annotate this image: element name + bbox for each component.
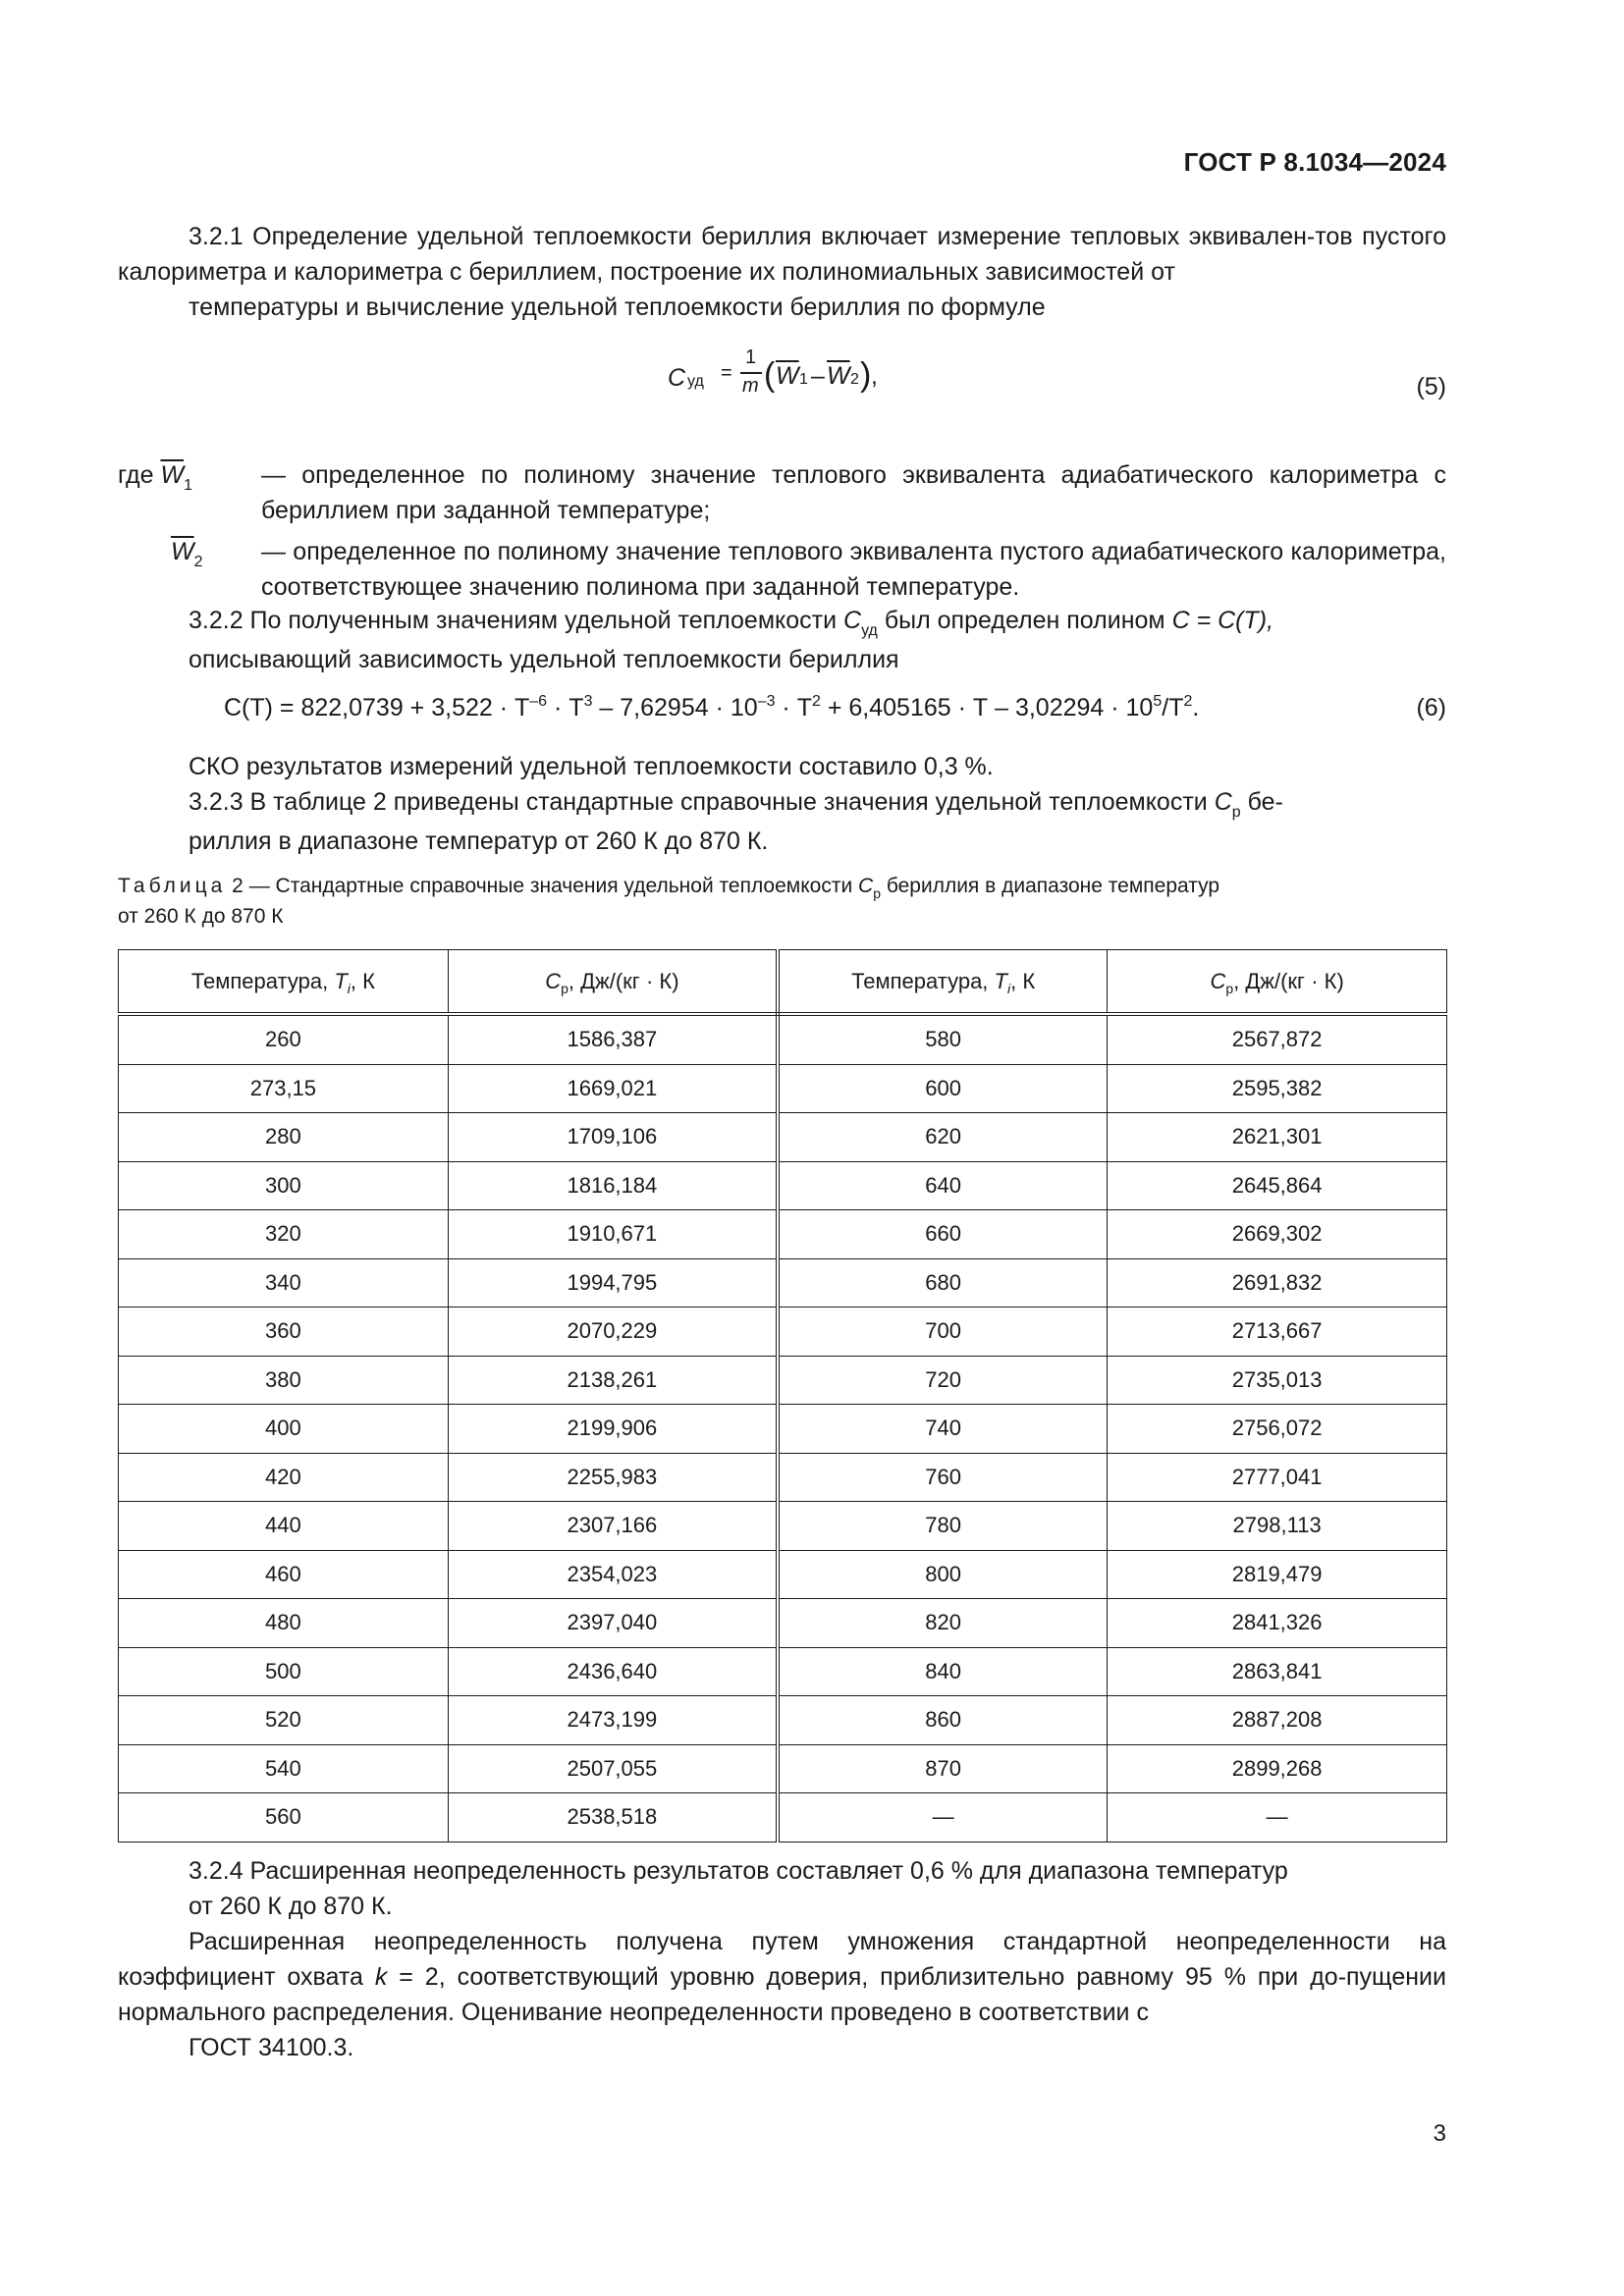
formula-5-comma: , (871, 362, 878, 390)
table-cell: 720 (778, 1356, 1108, 1405)
table-cell: 620 (778, 1113, 1108, 1162)
table-row (119, 1356, 1447, 1405)
table-row (119, 1696, 1447, 1745)
formula-5-numerator: 1 (745, 347, 757, 368)
table-row (119, 1113, 1447, 1162)
table-cell: 2819,479 (1108, 1550, 1447, 1599)
formula-5-lhs-sub: уд (687, 373, 704, 390)
formula-5-minus: – (811, 362, 825, 390)
table-cell: 2713,667 (1108, 1308, 1447, 1357)
formula-5-close-paren: ) (860, 356, 872, 394)
table-cell: 1994,795 (448, 1258, 778, 1308)
table-cell: 2669,302 (1108, 1210, 1447, 1259)
table-cell: 580 (778, 1014, 1108, 1064)
table-cell: 660 (778, 1210, 1108, 1259)
table-cell: 2691,832 (1108, 1258, 1447, 1308)
header-temperature-2: Температура, $Т_i$, К (778, 950, 1108, 1015)
table-cell: 400 (119, 1405, 449, 1454)
table-row (119, 1405, 1447, 1454)
where-item-w1 (118, 457, 1446, 528)
formula-5-w1: $\overline{W}$ (776, 362, 799, 390)
table-row (119, 1647, 1447, 1696)
document-header: ГОСТ Р 8.1034—2024 (1183, 147, 1446, 177)
table-cell: 2538,518 (448, 1793, 778, 1842)
table-cell: 780 (778, 1502, 1108, 1551)
table-row (119, 1550, 1447, 1599)
where-w2-symbol: $\overline{W}_2$ (171, 538, 203, 570)
table-cell: 340 (119, 1258, 449, 1308)
table-cell: 560 (119, 1793, 449, 1842)
table-row (119, 1502, 1447, 1551)
formula-5-open-paren: ( (764, 356, 776, 394)
table-cell: 860 (778, 1696, 1108, 1745)
formula-5-w2-sub: 2 (850, 371, 859, 388)
paragraph-3-2-3: 3.2.3 В таблице 2 приведены стандартные справочные значения удельной теплоемкости $С_р$ бе- риллия в диапазоне температур от 260 К до 870 К. (189, 788, 1283, 855)
formula-5-fraction-bar (740, 372, 762, 374)
table-cell: 840 (778, 1647, 1108, 1696)
table-cell: 1586,387 (448, 1014, 778, 1064)
paragraph-3-2-1-text: 3.2.1 Определение удельной теплоемкости бериллия включает измерение тепловых эквивален-тов пустого калориметра и калориметра с бериллием, построение их полиномиальных зависимостей от (118, 223, 1446, 286)
table-cell: 2307,166 (448, 1502, 778, 1551)
table-cell: 1709,106 (448, 1113, 778, 1162)
header-cp-1: $С_р$, Дж/(кг · К) (448, 950, 778, 1015)
table-cell: 2777,041 (1108, 1453, 1447, 1502)
table-cell: 2863,841 (1108, 1647, 1447, 1696)
table-row (119, 1210, 1447, 1259)
table-body (119, 1014, 1447, 1842)
table-cell: 2070,229 (448, 1308, 778, 1357)
table-cell: 870 (778, 1744, 1108, 1793)
table-cell: 273,15 (119, 1064, 449, 1113)
formula-5-w2: $\overline{W}$ (827, 362, 850, 390)
table-row (119, 1308, 1447, 1357)
paragraph-uncertainty: Расширенная неопределенность получена путем умножения стандартной неопределенности на коэффициент охвата k = 2, соответствующий уровню доверия, приблизительно равному 95 % при до-пущении нормального распределения. Оценивание неопределенности проведено в соответствии с ГОСТ 34100.3. (118, 1928, 1446, 2061)
table-cell: 1816,184 (448, 1161, 778, 1210)
table-cell: 2887,208 (1108, 1696, 1447, 1745)
table-cell: 2354,023 (448, 1550, 778, 1599)
paragraph-3-2-4: 3.2.4 Расширенная неопределенность результатов составляет 0,6 % для диапазона температур от 260 К до 870 К. (189, 1857, 1288, 1920)
where-w2-text: — определенное по полиному значение теплового эквивалента пустого адиабатического калориметра, соответствующее значению полинома при заданной температуре. (261, 538, 1446, 601)
table-cell: 280 (119, 1113, 449, 1162)
table-cell: 2255,983 (448, 1453, 778, 1502)
table-cell: 2735,013 (1108, 1356, 1447, 1405)
table-cell: 2199,906 (448, 1405, 778, 1454)
table-cell: 1669,021 (448, 1064, 778, 1113)
table-cell: 300 (119, 1161, 449, 1210)
table-row (119, 1064, 1447, 1113)
table-cell: 320 (119, 1210, 449, 1259)
formula-5-equals: = (721, 362, 732, 384)
table-cell: 360 (119, 1308, 449, 1357)
formula-6: $С(Т) = 822,0739 + 3,522 \cdot Т^{-6} \cdot Т^3 - 7,62954 \cdot 10^{-3} \cdot Т^2 + 6,405165 \cdot Т - 3,02294 \cdot 10^5/Т^2$. (224, 693, 1200, 721)
table-row (119, 1014, 1447, 1064)
table-cell: 740 (778, 1405, 1108, 1454)
table-row (119, 1793, 1447, 1842)
paragraph-sko: СКО результатов измерений удельной теплоемкости составило 0,3 %. (189, 753, 994, 780)
table-cell: 680 (778, 1258, 1108, 1308)
where-w1-text: — определенное по полиному значение теплового эквивалента адиабатического калориметра с бериллием при заданной температуре; (261, 461, 1446, 524)
formula-5-w1-sub: 1 (799, 371, 808, 388)
paragraph-3-2-1-last-line: температуры и вычисление удельной теплоемкости бериллия по формуле (189, 294, 1046, 321)
table-cell: — (1108, 1793, 1447, 1842)
formula-6-number: (6) (1416, 694, 1446, 721)
table-cell: 2397,040 (448, 1599, 778, 1648)
table-cell: 420 (119, 1453, 449, 1502)
where-item-w2 (118, 534, 1446, 605)
table-cell: 600 (778, 1064, 1108, 1113)
table-cell: 2841,326 (1108, 1599, 1447, 1648)
table-cell: 460 (119, 1550, 449, 1599)
table-row (119, 1161, 1447, 1210)
table-cell: 760 (778, 1453, 1108, 1502)
table-header-row (119, 950, 1447, 1015)
table-cell: 2621,301 (1108, 1113, 1447, 1162)
table-cell: 2645,864 (1108, 1161, 1447, 1210)
page-number: 3 (1433, 2120, 1446, 2147)
paragraph-3-2-2: 3.2.2 По полученным значениям удельной теплоемкости $С_{уд}$ был определен полином С = С(Т), описывающий зависимость удельной теплоемкости бериллия (189, 607, 1274, 673)
table-cell: — (778, 1793, 1108, 1842)
table-cell: 2595,382 (1108, 1064, 1447, 1113)
paragraph-3-2-1 (118, 219, 1446, 325)
table-row (119, 1453, 1447, 1502)
table-cell: 2507,055 (448, 1744, 778, 1793)
table-cell: 700 (778, 1308, 1108, 1357)
formula-5-number: (5) (1416, 373, 1446, 400)
table-cell: 2473,199 (448, 1696, 778, 1745)
formula-5 (668, 347, 923, 409)
table-cell: 440 (119, 1502, 449, 1551)
table-cell: 820 (778, 1599, 1108, 1648)
table-cell: 2798,113 (1108, 1502, 1447, 1551)
table-cell: 260 (119, 1014, 449, 1064)
header-cp-2: $С_р$, Дж/(кг · К) (1108, 950, 1447, 1015)
table-cell: 2567,872 (1108, 1014, 1447, 1064)
table-caption: Таблица 2 — Стандартные справочные значения удельной теплоемкости $С_р$ бериллия в диапазоне температур от 260 К до 870 К (118, 875, 1220, 928)
table-cell: 540 (119, 1744, 449, 1793)
table-cell: 500 (119, 1647, 449, 1696)
table-cell: 800 (778, 1550, 1108, 1599)
table-cell: 380 (119, 1356, 449, 1405)
table-cell: 1910,671 (448, 1210, 778, 1259)
table-cell: 2756,072 (1108, 1405, 1447, 1454)
heat-capacity-table (118, 949, 1447, 1842)
formula-5-lhs: С (668, 364, 686, 392)
table-cell: 520 (119, 1696, 449, 1745)
table-cell: 480 (119, 1599, 449, 1648)
table-cell: 2138,261 (448, 1356, 778, 1405)
where-w1-symbol: где $\overline{W}_1$ (118, 461, 192, 494)
table-row (119, 1258, 1447, 1308)
table-cell: 2436,640 (448, 1647, 778, 1696)
table-cell: 2899,268 (1108, 1744, 1447, 1793)
header-temperature-1: Температура, $Т_i$, К (119, 950, 449, 1015)
table-cell: 640 (778, 1161, 1108, 1210)
table-row (119, 1599, 1447, 1648)
table-row (119, 1744, 1447, 1793)
formula-5-denominator: m (742, 375, 759, 397)
